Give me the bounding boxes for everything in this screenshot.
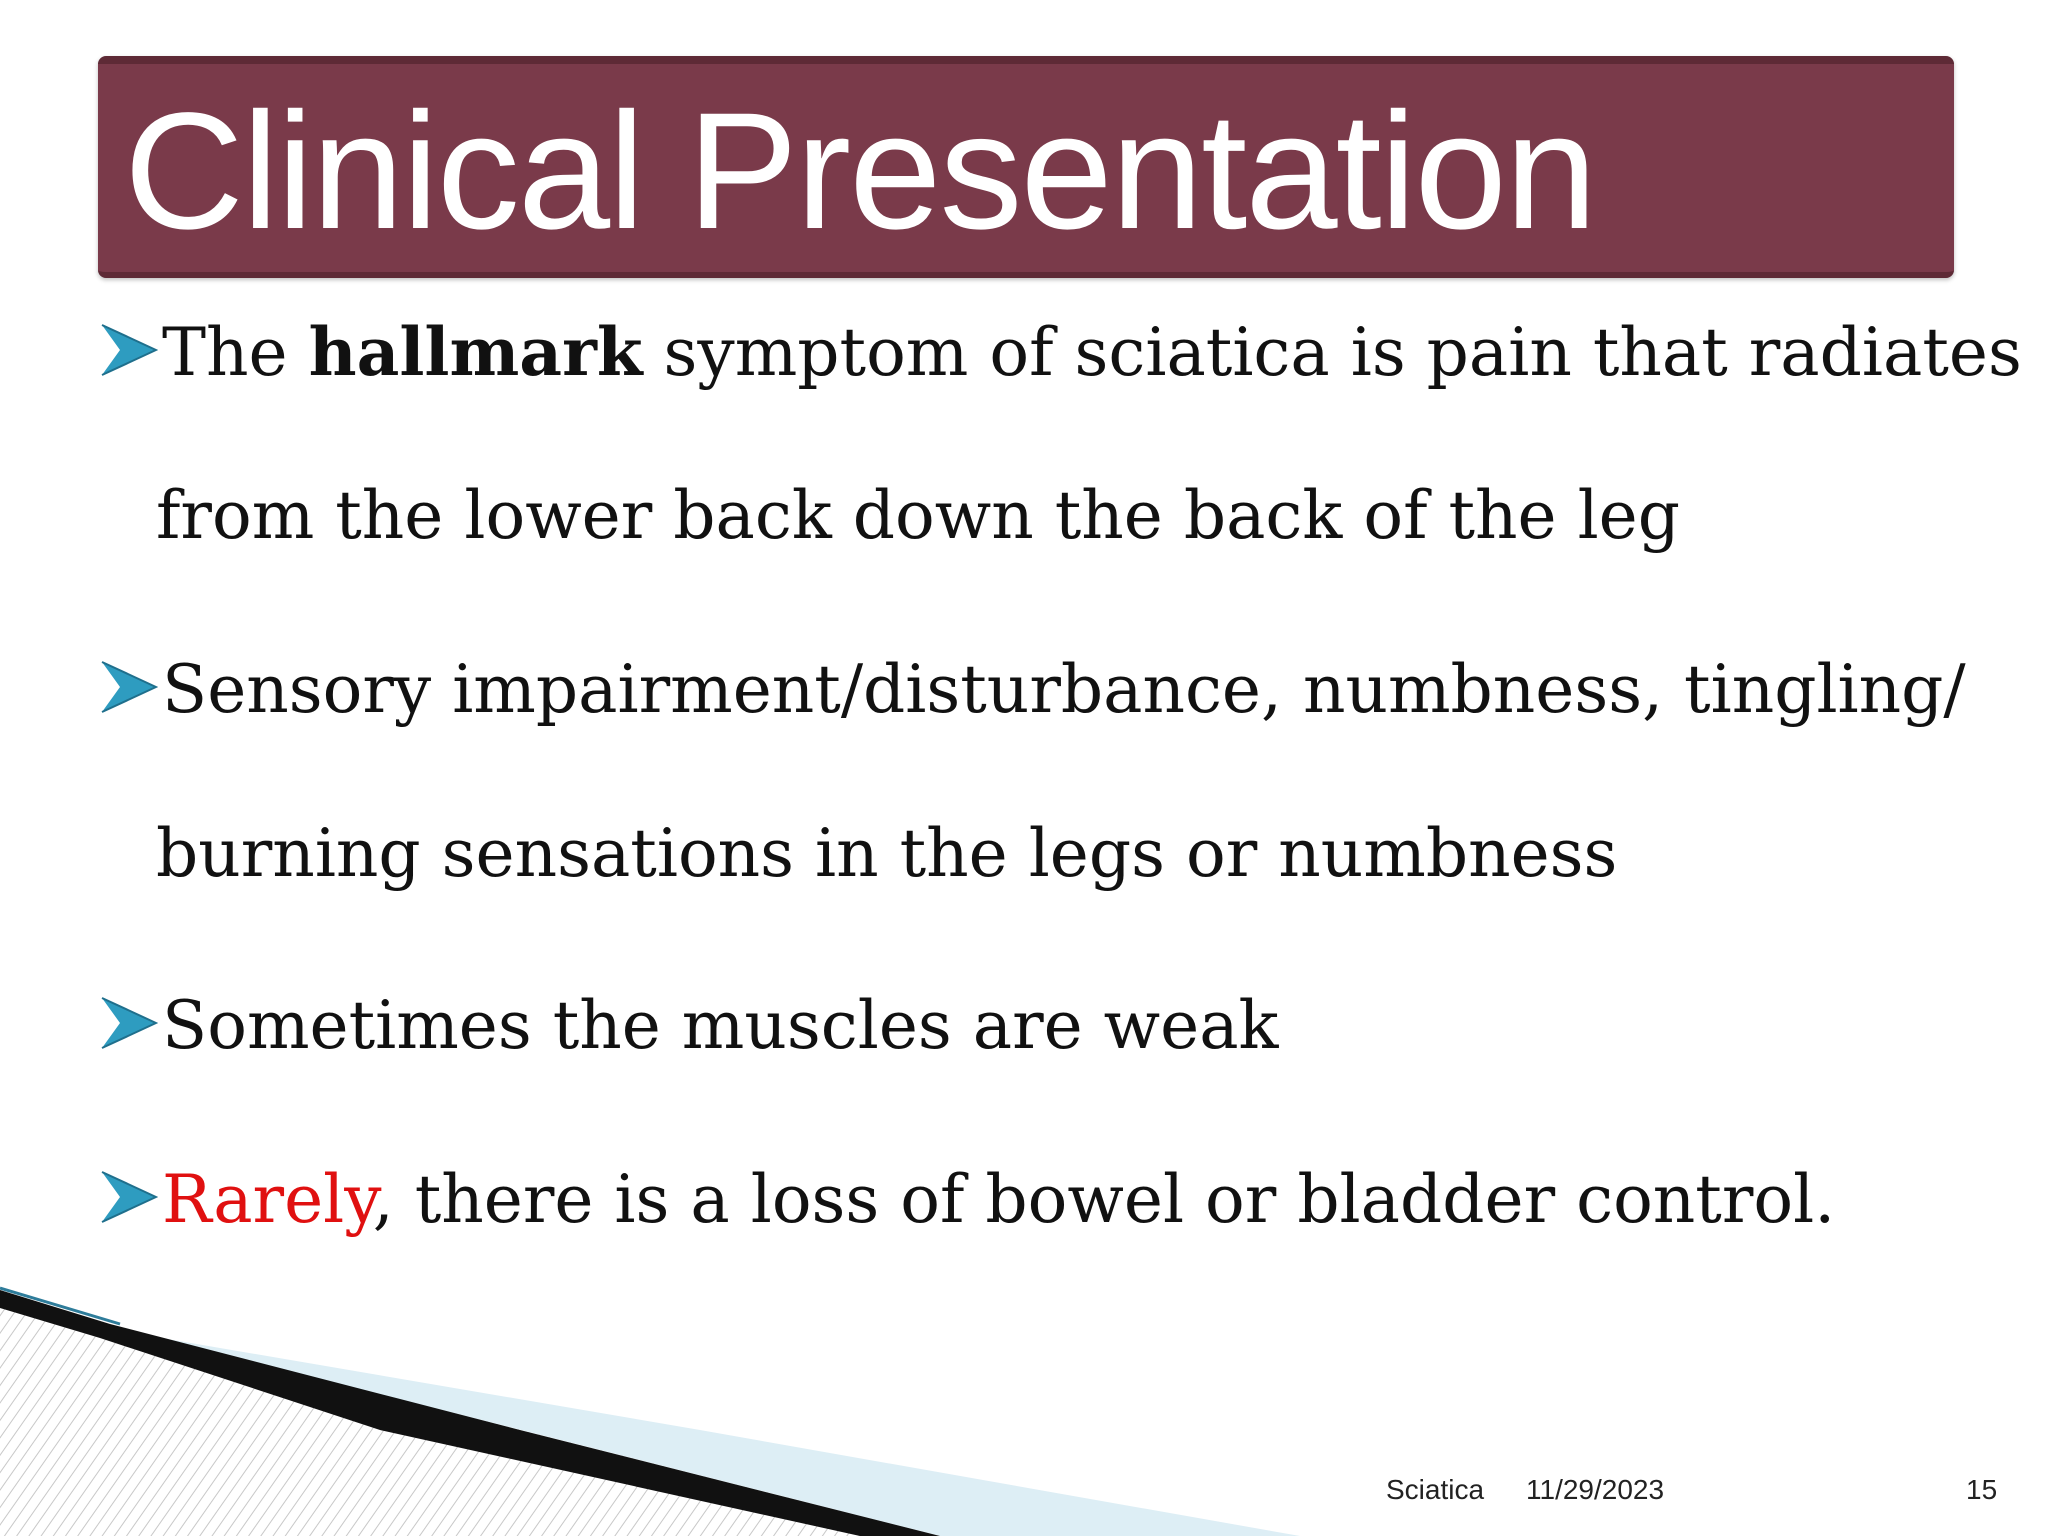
bullet-1-text-end: symptom of sciatica is pain that radiates: [642, 314, 2022, 391]
bullet-4-text: , there is a loss of bowel or bladder control.: [372, 1161, 1836, 1238]
footer-date: 11/29/2023: [1526, 1474, 1665, 1505]
bullet-2-continuation: burning sensations in the legs or numbness: [156, 815, 1618, 892]
bullet-item-3: [100, 986, 1279, 1066]
arrow-bullet-icon: [100, 1168, 158, 1226]
arrow-bullet-icon: [100, 994, 158, 1052]
bullet-4-emphasis-text: Rarely: [162, 1161, 373, 1238]
page-number: 15: [1966, 1474, 1998, 1505]
bullet-item-1: [100, 312, 2022, 393]
bullet-1-continuation: from the lower back down the back of the leg: [156, 477, 1680, 554]
bullet-item-2: [100, 650, 1966, 730]
slide-title: Clinical Presentation: [124, 79, 1596, 264]
bullet-item-4: [100, 1160, 1835, 1240]
bullet-2-text: Sensory impairment/disturbance, numbness, tingling/: [162, 651, 1966, 728]
decorative-chevron: [0, 1280, 2048, 1536]
footer-label: Sciatica: [1386, 1474, 1485, 1505]
arrow-bullet-icon: [100, 321, 158, 379]
bullet-3-text: Sometimes the muscles are weak: [162, 987, 1279, 1064]
arrow-bullet-icon: [100, 658, 158, 716]
bullet-1-bold-text: hallmark: [308, 313, 643, 391]
bullet-1-text-start: The: [162, 314, 309, 391]
